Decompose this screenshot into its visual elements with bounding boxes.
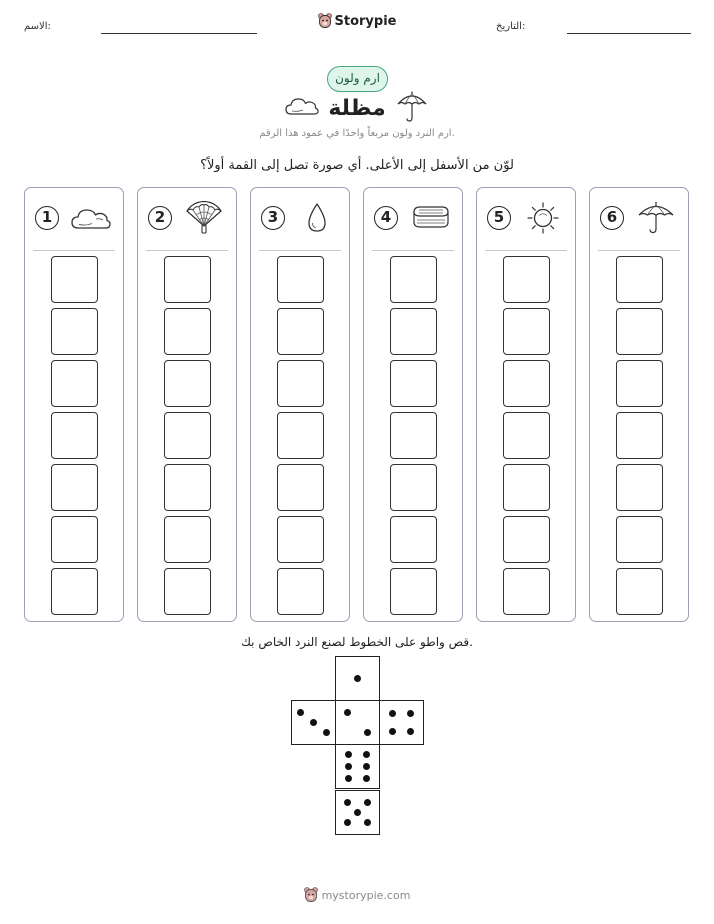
column-4 xyxy=(363,187,463,622)
water-drop-icon xyxy=(295,201,339,235)
color-square[interactable] xyxy=(390,412,437,459)
dice-pip xyxy=(297,709,304,716)
instruction-text: لوّن من الأسفل إلى الأعلى. أي صورة تصل إلى القمة أولاً؟ xyxy=(200,158,514,173)
color-square[interactable] xyxy=(616,256,663,303)
color-square[interactable] xyxy=(164,256,211,303)
color-square[interactable] xyxy=(277,412,324,459)
cloud-icon xyxy=(69,201,113,235)
footer-url: mystorypie.com xyxy=(321,888,411,902)
color-square[interactable] xyxy=(616,412,663,459)
color-square[interactable] xyxy=(503,256,550,303)
column-divider xyxy=(259,250,341,251)
color-square[interactable] xyxy=(616,516,663,563)
color-square[interactable] xyxy=(164,412,211,459)
dice-pip xyxy=(363,763,370,770)
dice-pip xyxy=(344,709,351,716)
name-label: الاسم: xyxy=(24,21,51,32)
dice-pip xyxy=(345,751,352,758)
umbrella-icon xyxy=(634,201,678,235)
cut-instruction: قص واطو على الخطوط لصنع النرد الخاص بك. xyxy=(241,635,473,649)
color-square[interactable] xyxy=(616,464,663,511)
color-square[interactable] xyxy=(503,308,550,355)
dice-face-6 xyxy=(335,744,380,789)
column-5 xyxy=(476,187,576,622)
page-subtitle: ارم النرد ولون مربعاً واحدًا في عمود هذا الرقم. xyxy=(259,128,455,139)
color-square[interactable] xyxy=(390,568,437,615)
color-square[interactable] xyxy=(503,464,550,511)
color-square[interactable] xyxy=(277,516,324,563)
column-3 xyxy=(250,187,350,622)
color-square[interactable] xyxy=(277,464,324,511)
color-square[interactable] xyxy=(277,308,324,355)
color-square[interactable] xyxy=(503,516,550,563)
dice-pip xyxy=(354,675,361,682)
color-square[interactable] xyxy=(277,568,324,615)
dice-pip xyxy=(389,728,396,735)
column-divider xyxy=(372,250,454,251)
color-square[interactable] xyxy=(164,360,211,407)
color-square[interactable] xyxy=(51,360,98,407)
color-square[interactable] xyxy=(277,256,324,303)
column-number: 2 xyxy=(148,206,172,230)
dice-face-1 xyxy=(335,656,380,701)
dice-pip xyxy=(344,799,351,806)
color-square[interactable] xyxy=(503,360,550,407)
sun-icon xyxy=(521,201,565,235)
brand-name: Storypie xyxy=(334,13,397,29)
dice-pip xyxy=(323,729,330,736)
column-6 xyxy=(589,187,689,622)
brand-logo xyxy=(0,13,714,29)
color-square[interactable] xyxy=(616,308,663,355)
color-square[interactable] xyxy=(164,568,211,615)
column-number: 1 xyxy=(35,206,59,230)
bear-mascot-icon xyxy=(318,13,332,29)
dice-pip xyxy=(364,819,371,826)
color-square[interactable] xyxy=(616,360,663,407)
column-divider xyxy=(33,250,115,251)
dice-pip xyxy=(364,729,371,736)
column-divider xyxy=(146,250,228,251)
color-square[interactable] xyxy=(164,308,211,355)
column-number: 4 xyxy=(374,206,398,230)
dice-face-3 xyxy=(291,700,336,745)
color-square[interactable] xyxy=(51,464,98,511)
page-title: مظلة xyxy=(328,96,386,121)
date-label: التاريخ: xyxy=(496,21,526,32)
dice-pip xyxy=(345,763,352,770)
column-divider xyxy=(598,250,680,251)
towel-icon xyxy=(408,201,452,235)
color-square[interactable] xyxy=(503,412,550,459)
dice-face-2 xyxy=(335,700,380,745)
dice-pip xyxy=(364,799,371,806)
color-square[interactable] xyxy=(51,568,98,615)
column-divider xyxy=(485,250,567,251)
dice-pip xyxy=(344,819,351,826)
dice-pip xyxy=(345,775,352,782)
color-square[interactable] xyxy=(616,568,663,615)
bear-mascot-icon xyxy=(304,887,318,903)
color-square[interactable] xyxy=(390,256,437,303)
column-2 xyxy=(137,187,237,622)
color-square[interactable] xyxy=(51,412,98,459)
dice-pip xyxy=(354,809,361,816)
name-line xyxy=(101,33,257,34)
color-square[interactable] xyxy=(390,360,437,407)
color-square[interactable] xyxy=(390,464,437,511)
dice-pip xyxy=(389,710,396,717)
date-line xyxy=(567,33,691,34)
dice-pip xyxy=(407,728,414,735)
dice-pip xyxy=(363,775,370,782)
column-number: 5 xyxy=(487,206,511,230)
dice-pip xyxy=(310,719,317,726)
dice-face-5 xyxy=(335,790,380,835)
hand-fan-icon xyxy=(182,201,226,235)
column-number: 6 xyxy=(600,206,624,230)
color-square[interactable] xyxy=(51,308,98,355)
color-square[interactable] xyxy=(390,308,437,355)
color-square[interactable] xyxy=(51,256,98,303)
column-1 xyxy=(24,187,124,622)
column-number: 3 xyxy=(261,206,285,230)
dice-pip xyxy=(407,710,414,717)
color-square[interactable] xyxy=(503,568,550,615)
color-square[interactable] xyxy=(51,516,98,563)
color-square[interactable] xyxy=(164,464,211,511)
footer xyxy=(0,887,714,903)
umbrella-icon xyxy=(395,90,429,124)
activity-badge: ارم ولون xyxy=(327,66,388,92)
color-square[interactable] xyxy=(277,360,324,407)
color-square[interactable] xyxy=(164,516,211,563)
color-square[interactable] xyxy=(390,516,437,563)
dice-pip xyxy=(363,751,370,758)
dice-face-4 xyxy=(379,700,424,745)
